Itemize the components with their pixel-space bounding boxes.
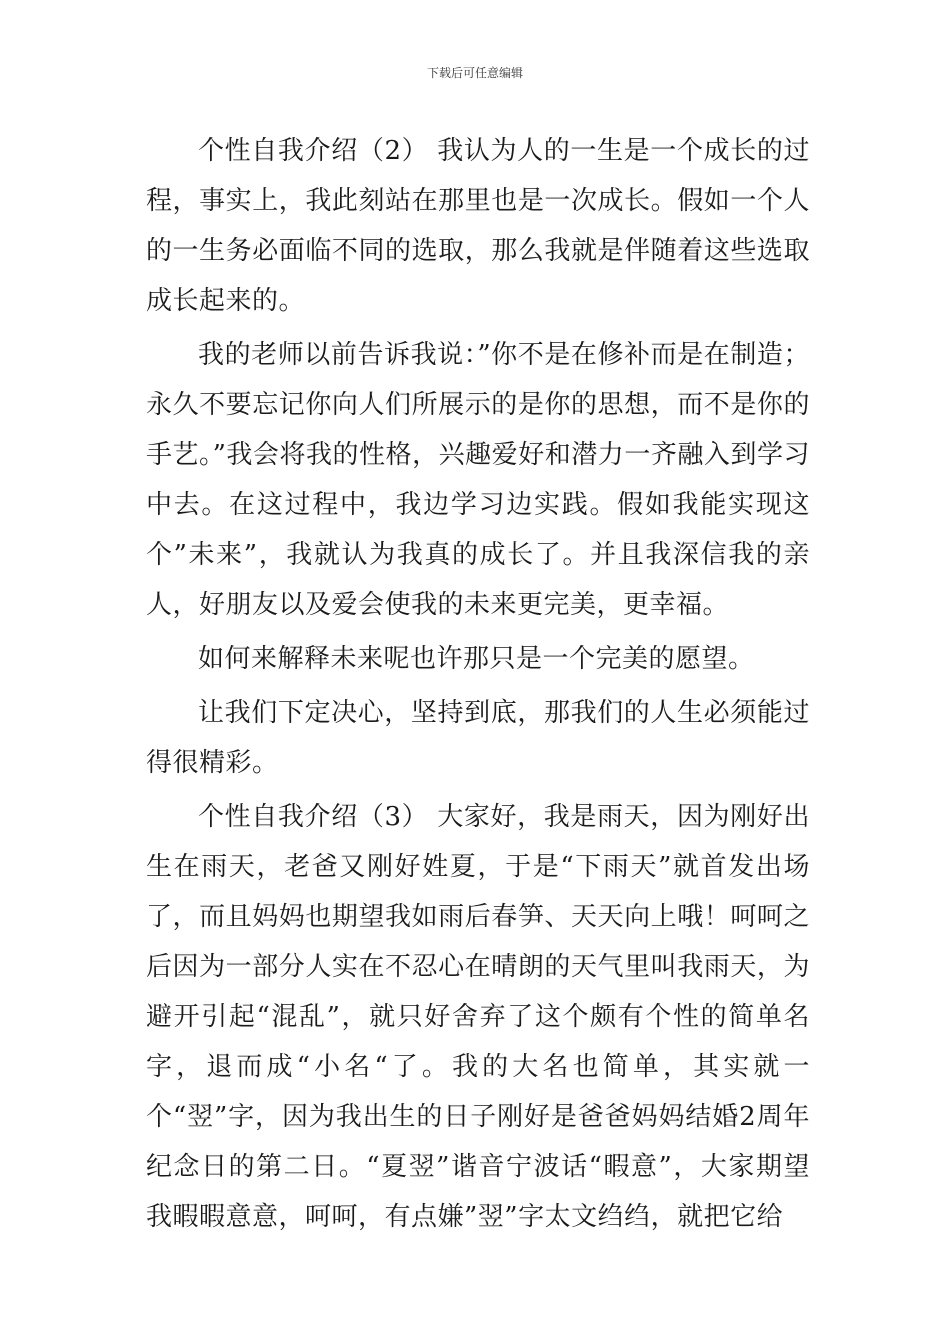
paragraph-5: 个性自我介绍（3） 大家好，我是雨天，因为刚好出生在雨天，老爸又刚好姓夏，于是“下雨天”就首发出场了，而且妈妈也期望我如雨后春笋、天天向上哦！呵呵之后因为一部分人实在不忍心在晴朗的天气里叫我雨天，为避开引起“混乱”，就只好舍弃了这个颇有个性的简单名字，退而成“小名“了。我的大名也简单，其实就一个“翌”字，因为我出生的日子刚好是爸爸妈妈结婚2周年纪念日的第二日。“夏翌”谐音宁波话“暇意”，大家期望我暇暇意意，呵呵，有点嫌”翌”字太文绉绉，就把它给 — [146, 802, 810, 1232]
paragraph-3: 如何来解释未来呢也许那只是一个完美的愿望。 — [198, 644, 755, 674]
paragraph-1: 个性自我介绍（2） 我认为人的一生是一个成长的过程，事实上，我此刻站在那里也是一次成长。假如一个人的一生务必面临不同的选取，那么我就是伴随着这些选取成长起来的。 — [146, 136, 810, 316]
paragraph-4: 让我们下定决心，坚持到底，那我们的人生必须能过得很精彩。 — [146, 698, 810, 778]
document-body — [146, 126, 810, 1246]
page-header: 下载后可任意编辑 — [426, 66, 523, 80]
paragraph-2: 我的老师以前告诉我说：”你不是在修补而是在制造；永久不要忘记你向人们所展示的是你的思想，而不是你的手艺。”我会将我的性格，兴趣爱好和潜力一齐融入到学习中去。在这过程中，我边学习边实践。假如我能实现这个”未来”，我就认为我真的成长了。并且我深信我的亲人，好朋友以及爱会使我的未来更完美，更幸福。 — [146, 340, 810, 620]
